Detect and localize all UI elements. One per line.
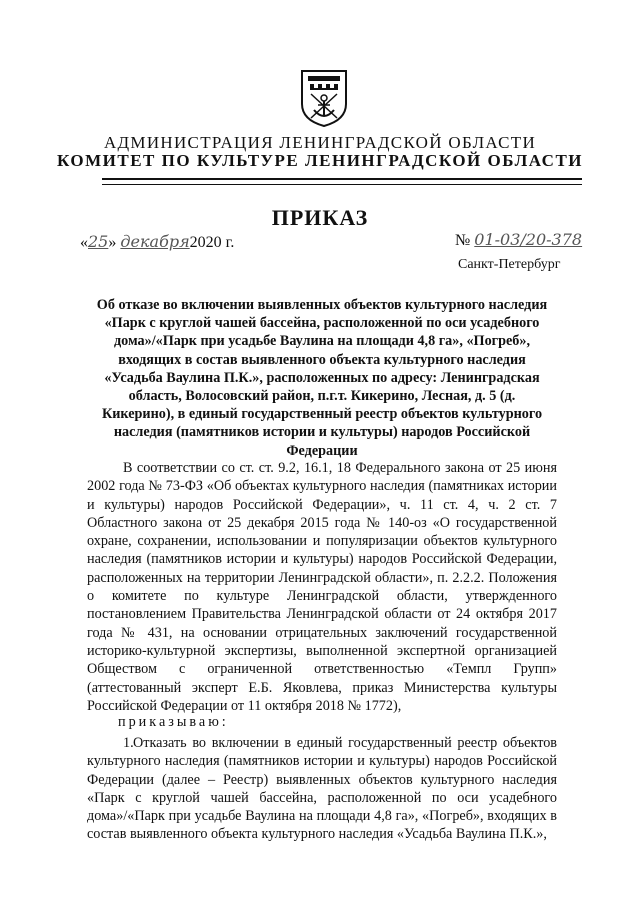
item-number: 1.	[123, 735, 134, 751]
document-heading: Об отказе во включении выявленных объектов культурного наследия «Парк с круглой чашей бассейна, расположенной по оси усадебного дома»/«Парк при усадьбе Ваулина на площади 4,8 га», «Погреб», входящих в состав выявленного объекта культурного наследия «Усадьба Ваулина П.К.», расположенных по адресу: Ленинградская область, Волосовский район, п.г.т. Кикерино, Лесная, д. 5 (д. Кикерино), в единый государственный реестр объектов культурного наследия (памятников истории и культуры) народов Российской Федерации	[96, 297, 548, 459]
document-number	[455, 230, 582, 250]
item-text: Отказать во включении в единый государственный реестр объектов культурного наследия (памятников истории и культуры) народов Российской Федерации (далее – Реестр) выявленных объектов культурного наследия «Парк с круглой чашей бассейна, расположенной по оси усадебного дома»/«Парк при усадьбе Ваулина на площади 4,8 га», «Погреб», входящих в состав выявленного объекта культурного наследия «Усадьба Ваулина П.К.»,	[87, 735, 557, 843]
date-year: 2020 г.	[189, 234, 235, 251]
date-month: декабря	[120, 232, 190, 251]
header-divider-thin	[102, 184, 582, 185]
date-close-quote: »	[108, 234, 117, 251]
date-open-quote: «	[80, 234, 88, 251]
document-date	[80, 232, 234, 252]
directive-word: приказываю:	[118, 714, 229, 730]
org-name-line1: АДМИНИСТРАЦИЯ ЛЕНИНГРАДСКОЙ ОБЛАСТИ	[103, 133, 537, 152]
number-value: 01-03/20-378	[474, 230, 583, 249]
preamble-paragraph: В соответствии со ст. ст. 9.2, 16.1, 18 Федерального закона от 25 июня 2002 года № 73-ФЗ «Об объектах культурного наследия (памятниках истории и культуры) народов Российской Федерации», ч. 11 ст. 4, ч. 2 ст. 7 Областного закона от 25 декабря 2015 года № 140-оз «О государственной охране, сохранении, использовании и популяризации объектов культурного наследия (памятников истории и культуры) народов Российской Федерации, расположенных на территории Ленинградской области», п. 2.2.2. Положения о комитете по культуре Ленинградской области, утвержденного постановлением Правительства Ленинградской области от 24 октября 2017 года № 431, на основании отрицательных заключений государственной историко-культурной экспертизы, выполненной экспертной организацией Обществом с ограниченной ответственностью «Темпл Групп» (аттестованный эксперт Е.Б. Яковлева, приказ Министерства культуры Российской Федерации от 11 октября 2018 № 1772),	[87, 460, 557, 714]
number-prefix: №	[455, 232, 471, 249]
org-name-line2: КОМИТЕТ ПО КУЛЬТУРЕ ЛЕНИНГРАДСКОЙ ОБЛАСТИ	[56, 151, 584, 170]
coat-of-arms-icon	[298, 68, 350, 128]
document-title: ПРИКАЗ	[271, 205, 369, 230]
header-divider-thick	[102, 178, 582, 180]
order-item-1	[87, 734, 557, 844]
document-city: Санкт-Петербург	[458, 257, 561, 272]
date-day: 25	[88, 232, 109, 251]
